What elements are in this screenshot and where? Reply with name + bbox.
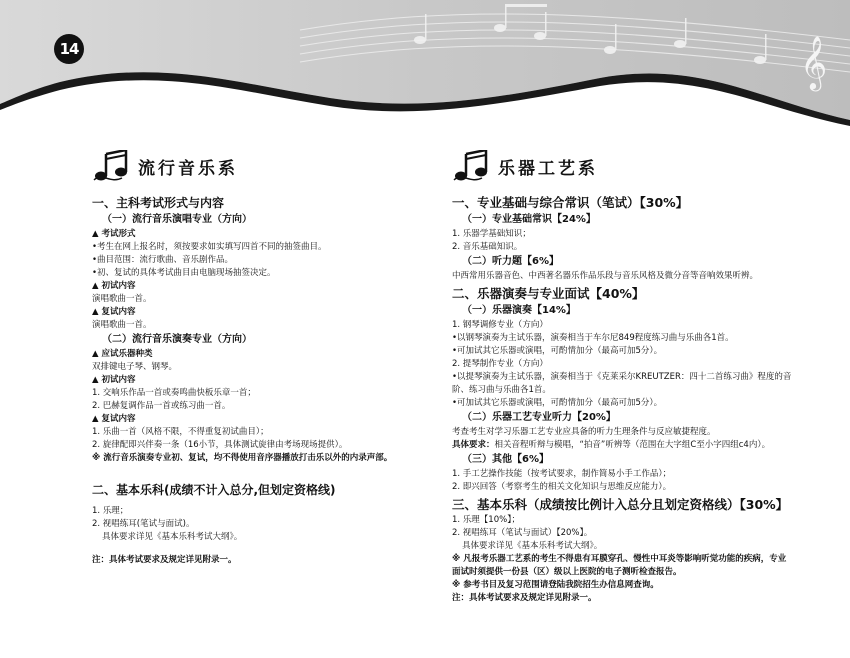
- section-heading: 一、专业基础与综合常识（笔试）【30%】: [452, 195, 689, 210]
- section-heading: 一、主科考试形式与内容: [92, 196, 225, 210]
- text-line: 1. 手工艺操作技能（按考试要求，制作简易小手工作品）；: [452, 469, 672, 479]
- text-line: 考查考生对学习乐器工艺专业应具备的听力生理条件与反应敏捷程度。: [452, 427, 716, 437]
- subsection-heading: （一）流行音乐演唱专业（方向）: [102, 214, 252, 225]
- item-label: ▲ 应试乐器种类: [92, 349, 153, 359]
- text-line: •可加试其它乐器或演唱，可酌情加分（最高可加5分）。: [452, 398, 663, 408]
- page-number: 14: [54, 34, 84, 64]
- music-note-icon: [92, 150, 130, 182]
- item-label: ▲ 初试内容: [92, 375, 136, 385]
- right-column: [452, 150, 792, 605]
- note: ※ 凡报考乐器工艺系的考生不得患有耳膜穿孔、慢性中耳炎等影响听觉功能的疾病，专业面试时须提供一份县（区）级以上医院的电子测听检查报告。: [452, 554, 787, 577]
- text-line: •初、复试的具体考试曲目由电脑现场抽签决定。: [92, 268, 276, 278]
- text-line: 1. 钢琴调修专业（方向）: [452, 320, 548, 330]
- text-line: 2. 巴赫复调作品一首或练习曲一首。: [92, 401, 231, 411]
- section-heading: 二、乐器演奏与专业面试【40%】: [452, 286, 645, 301]
- item-label: ▲ 复试内容: [92, 414, 136, 424]
- text-line: 2. 音乐基础知识。: [452, 242, 523, 252]
- text-line: 2. 提琴制作专业（方向）: [452, 359, 548, 369]
- subsection-heading: （三）其他【6%】: [462, 454, 549, 465]
- requirement-text: 相关音程听辩与模唱，“拍音”听辨等（范围在大字组C至小字四组c4内）。: [494, 440, 771, 450]
- svg-text:𝄞: 𝄞: [800, 35, 828, 89]
- subsection-heading: （二）乐器工艺专业听力【20%】: [462, 412, 616, 423]
- section-heading: 三、基本乐科（成绩按比例计入总分且划定资格线）【30%】: [452, 497, 789, 512]
- text-line: 2. 即兴回答（考察考生的相关文化知识与思维反应能力）。: [452, 482, 672, 492]
- text-line: 1. 乐理【10%】；: [452, 515, 520, 525]
- music-note-icon: [452, 150, 490, 182]
- note: ※ 参考书目及复习范围请登陆我院招生办信息网查询。: [452, 580, 659, 590]
- text-line: 双排键电子琴、钢琴。: [92, 362, 178, 372]
- text-line: 具体要求详见《基本乐科考试大纲》。: [462, 541, 603, 551]
- text-line: 具体要求详见《基本乐科考试大纲》。: [102, 532, 243, 542]
- text-line: •可加试其它乐器或演唱，可酌情加分（最高可加5分）。: [452, 346, 663, 356]
- text-line: 演唱歌曲一首。: [92, 294, 152, 304]
- text-line: 2. 视唱练耳（笔试与面试）【20%】。: [452, 528, 593, 538]
- text-line: 中西常用乐器音色、中西著名器乐作品乐段与音乐风格及微分音等音响效果听辨。: [452, 271, 759, 281]
- department-title: 乐器工艺系: [498, 158, 598, 179]
- section-header: [92, 150, 422, 182]
- subsection-heading: （二）流行音乐演奏专业（方向）: [102, 334, 252, 345]
- left-column: [92, 150, 422, 567]
- text-line: 1. 乐曲一首（风格不限，不得重复初试曲目）；: [92, 427, 269, 437]
- text-line: 1. 乐器学基础知识；: [452, 229, 531, 239]
- section-heading: 二、基本乐科(成绩不计入总分,但划定资格线): [92, 483, 336, 497]
- subsection-heading: （一）乐器演奏【14%】: [462, 305, 576, 316]
- footnote: 注：具体考试要求及规定详见附录一。: [92, 555, 237, 565]
- item-label: ▲ 初试内容: [92, 281, 136, 291]
- requirement-line: [452, 439, 792, 452]
- item-label: ▲ 复试内容: [92, 307, 136, 317]
- text-line: 1. 交响乐作品一首或奏鸣曲快板乐章一首；: [92, 388, 256, 398]
- text-line: •以提琴演奏为主试乐器，演奏相当于《克莱采尔KREUTZER：四十二首练习曲》程度的音阶、练习曲与乐曲各1首。: [452, 372, 792, 395]
- header-decoration: [0, 0, 850, 135]
- section-header: [452, 150, 792, 182]
- text-line: •曲目范围：流行歌曲、音乐剧作品。: [92, 255, 234, 265]
- department-title: 流行音乐系: [138, 158, 238, 179]
- text-line: 2. 旋律配即兴伴奏一条（16小节，具体测试旋律由考场现场提供）。: [92, 440, 348, 450]
- text-line: •以钢琴演奏为主试乐器，演奏相当于车尔尼849程度练习曲与乐曲各1首。: [452, 333, 734, 343]
- text-line: •考生在网上报名时，须按要求如实填写四首不同的抽签曲目。: [92, 242, 327, 252]
- music-wave-banner: [0, 0, 850, 135]
- subsection-heading: （二）听力题【6%】: [462, 256, 559, 267]
- subsection-heading: （一）专业基础常识【24%】: [462, 214, 596, 225]
- footnote: 注：具体考试要求及规定详见附录一。: [452, 593, 597, 603]
- text-line: 演唱歌曲一首。: [92, 320, 152, 330]
- text-line: 1. 乐理；: [92, 506, 129, 516]
- note: ※ 流行音乐演奏专业初、复试，均不得使用音序器播放打击乐以外的内录声部。: [92, 453, 393, 463]
- item-label: ▲ 考试形式: [92, 229, 136, 239]
- requirement-label: 具体要求：: [452, 440, 495, 450]
- text-line: 2. 视唱练耳(笔试与面试)。: [92, 519, 195, 529]
